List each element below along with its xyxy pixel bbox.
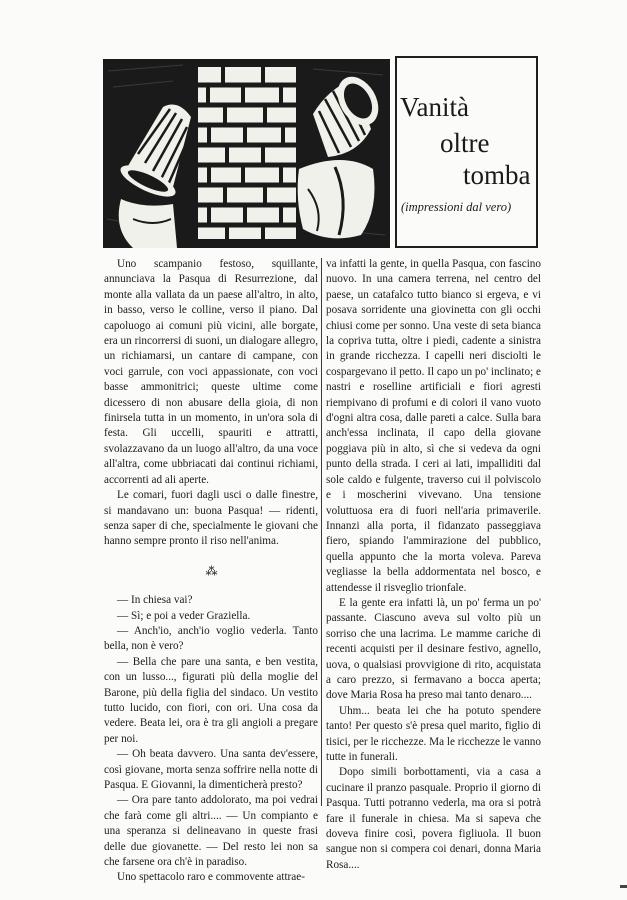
paragraph: E la gente era infatti là, un po' ferma un po' passante. Ciascuno aveva sul volto più un sorriso che una lacrima. Le mamme cariche di recenti acquisti per il desinare festivo, agnello, uova, o qualsiasi provvigione di rito, acquistata a caro prezzo, si fermavano a bocca aperta; dove Maria Rosa ha preso mai tanto denaro.... [326, 596, 541, 702]
dialogue-line: — Ora pare tanto addolorato, ma poi vedrai che farà come gli altri.... — Un compianto e una speranza si delineavano in queste frasi delle due giovanette. — Del resto lei non sa che farsene ora ch'è in paradiso. [104, 794, 318, 869]
paragraph: Uno spettacolo raro e commovente attrae- [117, 871, 305, 884]
title-line-3: tomba [463, 160, 531, 190]
paragraph: Dopo simili borbottamenti, via a casa a cucinare il pranzo pasquale. Proprio il giorno di Pasqua. Tutti potranno vederla, ma ora si potrà fare il funerale in chiesa. Ma si sapeva che doveva finire così, povera figliuola. Il buon sangue non si compera coi denari, donna Maria Rosa.... [326, 766, 541, 871]
section-separator: ⁂ [205, 563, 217, 578]
paragraph: Le comari, fuori dagli usci o dalle finestre, si mandavano un: buona Pasqua! — ridenti, senza saper di che, specialmente le giovani che hanno sempre pronto il riso nell'anima. [104, 489, 318, 548]
dialogue-line: — Bella che pare una santa, e ben vestita, con un lusso..., figurati più della moglie del Barone, più della figlia del sindaco. Un vestito tutto lucido, con fiori, con ori. Una cosa da vedere. Beata lei, ora è tra gli angioli a pregare per noi. [104, 655, 318, 745]
right-column [326, 257, 541, 873]
scan-mark [620, 885, 627, 888]
dialogue-line: — Sì; e poi a veder Graziella. [117, 609, 251, 622]
dialogue-line: — Anch'io, anch'io voglio vederla. Tanto bella, non è vero? [104, 624, 318, 653]
column-divider [321, 258, 322, 806]
woodcut-illustration [103, 59, 390, 248]
paragraph: Uno scampanio festoso, squillante, annunciava la Pasqua di Resurrezione, dal monte alla vallata da un paese all'altro, in alto, in basso, verso le colline, verso il piano. Dal capoluogo ai comuni più vicini, alle borgate, era un rincorrersi di suoni, un dialogare allegro, un richiamarsi, un cantare di campane, con voci garrule, con voci appassionate, con voci basse ammonitrici; queste ultime come dicessero di non abusare della gioia, di non finirsela tutta in un momento, in un'ora sola di festa. Gli uccelli, spauriti e attratti, svolazzavano da un luogo all'altro, da una voce all'altra, come ubbriacati dai continui richiami, accorrenti ad ali aperte. [104, 258, 318, 486]
paragraph: Uhm... beata lei che ha potuto spendere tanto! Per questo s'è presa quel marito, figlio di tisici, per le ricchezze. Ma le ricchezze le vanno tutte in funerali. [326, 704, 541, 763]
title-box [395, 56, 538, 248]
dialogue-line: — Oh beata davvero. Una santa dev'essere, così giovane, morta senza soffrire nella notte di Pasqua. E Giovanni, la dimenticherà presto? [104, 748, 318, 791]
left-column [104, 257, 318, 886]
paragraph: va infatti la gente, in quella Pasqua, con fascino nuovo. In una camera terrena, nel centro del paese, un catafalco tutto bianco si ergeva, e vi posava sorridente una giovinetta con gli occhi chiusi come per sonno. Una veste di seta bianca la copriva tutta, oltre i piedi, cadente a sinistra in grande ricchezza. I capelli neri disciolti le cospargevano il petto. Il capo un po' inclinato; e nastri e roselline artificiali e fiori agresti riempivano di profumi e di colori il vano vuoto d'ogni altra cosa, dalle pareti a calce. Sulla bara anch'essa inclinata, il capo della giovane poggiava più in alto, sì che si vedeva da ogni punto della strada. I ceri ai lati, impalliditi dal sole caldo e fulgente, traverso cui il polviscolo e i moscherini vivevano. Una tensione voluttuosa era di fuori nell'aria primaverile. Innanzi alla porta, il fidanzato passeggiava fiero, spiando l'ammirazione del pubblico, quella appunto che la morta voleva. Pareva vegliasse la bella addormentata nel bosco, e attendesse il risveglio trionfale. [326, 258, 541, 594]
title-line-1: Vanità [400, 92, 469, 122]
dialogue-line: — In chiesa vai? [117, 594, 193, 607]
title-line-2: oltre [440, 128, 490, 158]
subtitle: (impressioni dal vero) [401, 200, 512, 214]
